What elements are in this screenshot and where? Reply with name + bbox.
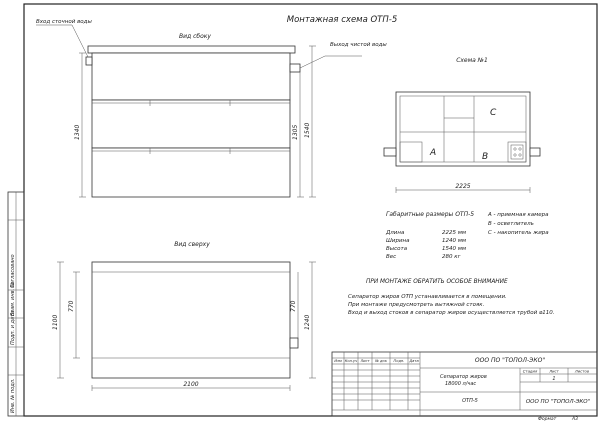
stamp-format-value: А3 bbox=[572, 417, 578, 422]
stamp-stage-header: Стадия bbox=[522, 368, 538, 374]
spec-name-length: Длина bbox=[386, 230, 405, 236]
notice-heading: ПРИ МОНТАЖЕ ОБРАТИТЬ ОСОБОЕ ВНИМАНИЕ bbox=[366, 279, 508, 285]
stamp-header-doc: № док bbox=[375, 359, 387, 363]
scheme-zone-a: A bbox=[430, 148, 437, 158]
stamp-company-bottom: ООО ПО "ТОПОЛ-ЭКО" bbox=[525, 399, 591, 405]
notice-line-3: Вход и выход стоков в сепаратор жиров осуществляется трубой ⌀110. bbox=[348, 310, 555, 316]
spec-name-weight: Вес bbox=[386, 254, 397, 260]
side-dim-right-outer: 1540 bbox=[304, 122, 311, 138]
notice-line-1: Сепаратор жиров ОТП устанавливается в помещении. bbox=[348, 294, 507, 300]
spec-name-height: Высота bbox=[386, 246, 408, 252]
side-dim-right-inner: 1305 bbox=[292, 124, 299, 140]
inlet-label: Вход сточной воды bbox=[36, 19, 92, 25]
stamp-code: ОТП-5 bbox=[462, 398, 478, 404]
top-dim-left-inner: 770 bbox=[68, 300, 75, 312]
stamp-product: Сепаратор жиров bbox=[440, 374, 487, 380]
legend-c: С - накопитель жира bbox=[488, 230, 549, 236]
stamp-header-date: Дата bbox=[409, 359, 419, 363]
stamp-header-list: Лист bbox=[360, 359, 370, 363]
stamp-header-izm: Изм bbox=[334, 359, 342, 363]
stamp-company-top: ООО ПО "ТОПОЛ-ЭКО" bbox=[474, 357, 546, 364]
top-view-label: Вид сверху bbox=[174, 241, 210, 248]
margin-label-podp: Подп. и дата bbox=[10, 310, 16, 345]
left-margin-strip bbox=[8, 192, 24, 416]
spec-value-width: 1240 мм bbox=[442, 238, 467, 244]
side-section-bottom bbox=[92, 148, 290, 197]
legend-a: А - приемная камера bbox=[488, 212, 549, 218]
top-dim-bottom: 2100 bbox=[183, 381, 199, 388]
legend-b: В - осветлитель bbox=[488, 221, 534, 227]
margin-label-vzam: Взам. инв. № bbox=[10, 282, 16, 316]
stamp-header-kol: Кол.уч bbox=[344, 359, 358, 363]
side-section-top bbox=[92, 53, 290, 100]
outlet-label: Выход чистой воды bbox=[330, 42, 387, 48]
side-dim-left: 1340 bbox=[74, 124, 81, 140]
spec-name-width: Ширина bbox=[386, 238, 410, 244]
stamp-sheet-number: 1 bbox=[552, 376, 556, 382]
notice-block bbox=[348, 279, 555, 316]
spec-value-height: 1540 мм bbox=[442, 246, 467, 252]
stamp-capacity: 18000 л/час bbox=[445, 381, 477, 387]
scheme-zone-b: B bbox=[482, 152, 489, 162]
scheme-zone-c: C bbox=[490, 108, 497, 118]
margin-label-inv: Инв. № подл. bbox=[10, 378, 16, 413]
side-lid bbox=[88, 46, 295, 53]
stamp-header-podp: Подп. bbox=[393, 359, 405, 363]
drawing-title: Монтажная схема ОТП-5 bbox=[286, 15, 398, 25]
top-dim-right-outer: 1240 bbox=[304, 314, 311, 330]
top-view bbox=[52, 241, 316, 391]
title-block bbox=[332, 352, 597, 422]
stamp-sheet-header: Лист bbox=[549, 368, 559, 374]
scheme-label: Схема №1 bbox=[456, 57, 488, 64]
side-view-label: Вид сбоку bbox=[179, 33, 211, 40]
scheme-dim-bottom: 2225 bbox=[455, 183, 471, 190]
scheme-1 bbox=[384, 57, 540, 193]
specs-block bbox=[385, 211, 549, 260]
scheme-outline bbox=[396, 92, 530, 166]
margin-label-soglasovano: Согласовано bbox=[10, 254, 16, 288]
stamp-sheets-header: Листов bbox=[574, 368, 590, 374]
spec-value-weight: 280 кг bbox=[442, 254, 461, 260]
notice-line-2: При монтаже предусмотреть вытяжной стояк. bbox=[348, 302, 485, 308]
top-dim-right-inner: 770 bbox=[290, 300, 297, 312]
side-section-mid bbox=[92, 100, 290, 148]
stamp-format-label: Формат bbox=[538, 417, 557, 422]
specs-heading: Габаритные размеры ОТП-5 bbox=[386, 211, 475, 218]
top-dim-left-outer: 1100 bbox=[52, 314, 59, 330]
side-view bbox=[34, 18, 387, 197]
spec-value-length: 2225 мм bbox=[442, 230, 467, 236]
top-body bbox=[92, 262, 290, 378]
